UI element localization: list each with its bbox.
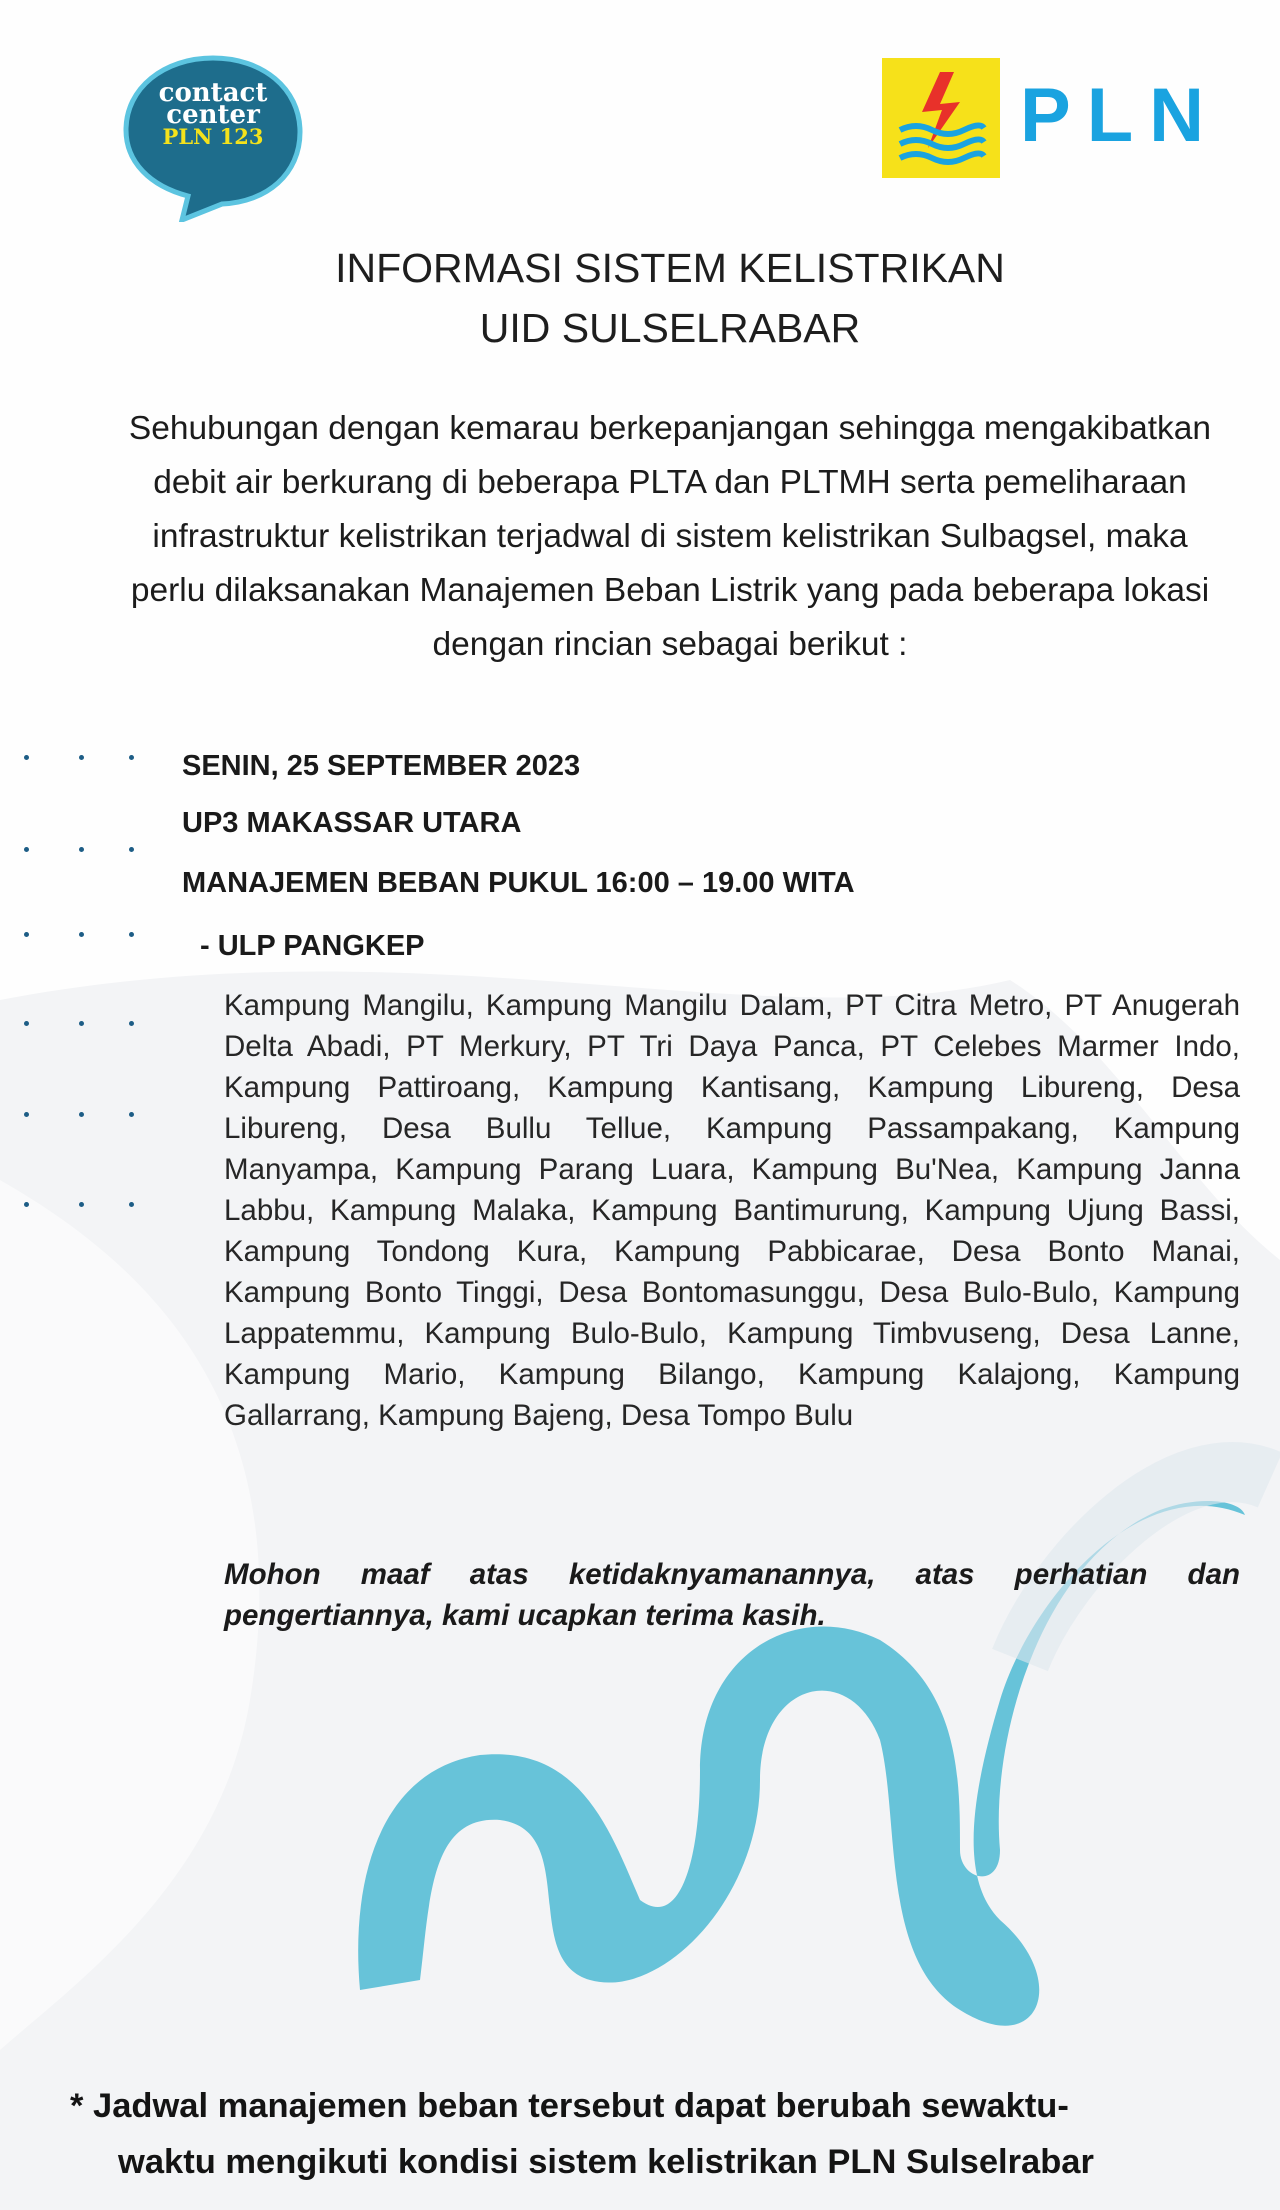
- decorative-dots: [16, 1198, 146, 1212]
- contact-center-text-2: center: [166, 100, 260, 130]
- contact-center-text-3: PLN 123: [162, 124, 264, 149]
- pln-logo-icon: [882, 58, 1000, 178]
- footer-line-1: * Jadwal manajemen beban tersebut dapat berubah sewaktu-: [70, 2087, 1069, 2125]
- schedule-unit: UP3 MAKASSAR UTARA: [182, 807, 522, 839]
- decorative-dots: [16, 1017, 146, 1031]
- pln-wordmark: PLN: [1020, 73, 1220, 158]
- footer-line-2: waktu mengikuti kondisi sistem kelistrikan PLN Sulselrabar: [118, 2143, 1094, 2181]
- contact-center-logo: [122, 52, 304, 222]
- title-line-1: INFORMASI SISTEM KELISTRIKAN: [335, 245, 1005, 291]
- intro-paragraph: Sehubungan dengan kemarau berkepanjangan sehingga mengakibatkan debit air berkurang di beberapa PLTA dan PLTMH serta pemeliharaan infrastruktur kelistrikan terjadwal di sistem kelistrikan Sulbagsel, maka perlu dilaksanakan Manajemen Beban Listrik yang pada beberapa lokasi dengan rincian sebagai berikut :: [128, 410, 1212, 663]
- schedule-date: SENIN, 25 SEPTEMBER 2023: [182, 750, 581, 782]
- decorative-dots: [16, 928, 146, 942]
- decorative-dots: [16, 843, 146, 857]
- decorative-dots: [16, 751, 146, 765]
- footer-note: [70, 2078, 1250, 2190]
- locations-list: Kampung Mangilu, Kampung Mangilu Dalam, PT Citra Metro, PT Anugerah Delta Abadi, PT Merkury, PT Tri Daya Panca, PT Celebes Marmer Indo, Kampung Pattiroang, Kampung Kantisang, Kampung Libureng, Desa Libureng, Desa Bullu Tellue, Kampung Passampakang, Kampung Manyampa, Kampung Parang Luara, Kampung Bu'Nea, Kampung Janna Labbu, Kampung Malaka, Kampung Bantimurung, Kampung Ujung Bassi, Kampung Tondong Kura, Kampung Pabbicarae, Desa Bonto Manai, Kampung Bonto Tinggi, Desa Bontomasunggu, Desa Bulo-Bulo, Kampung Lappatemmu, Kampung Bulo-Bulo, Kampung Timbvuseng, Desa Lanne, Kampung Mario, Kampung Bilango, Kampung Kalajong, Kampung Gallarrang, Kampung Bajeng, Desa Tompo Bulu: [224, 989, 1240, 1432]
- page-title: [0, 238, 1280, 358]
- decorative-dots: [16, 1108, 146, 1122]
- schedule-ulp: - ULP PANGKEP: [200, 930, 425, 962]
- closing-note: Mohon maaf atas ketidaknyamanannya, atas perhatian dan pengertiannya, kami ucapkan terima kasih.: [224, 1558, 1240, 1632]
- schedule-time: MANAJEMEN BEBAN PUKUL 16:00 – 19.00 WITA: [182, 867, 855, 899]
- contact-center-text-1: contact: [158, 78, 268, 108]
- title-line-2: UID SULSELRABAR: [479, 305, 861, 351]
